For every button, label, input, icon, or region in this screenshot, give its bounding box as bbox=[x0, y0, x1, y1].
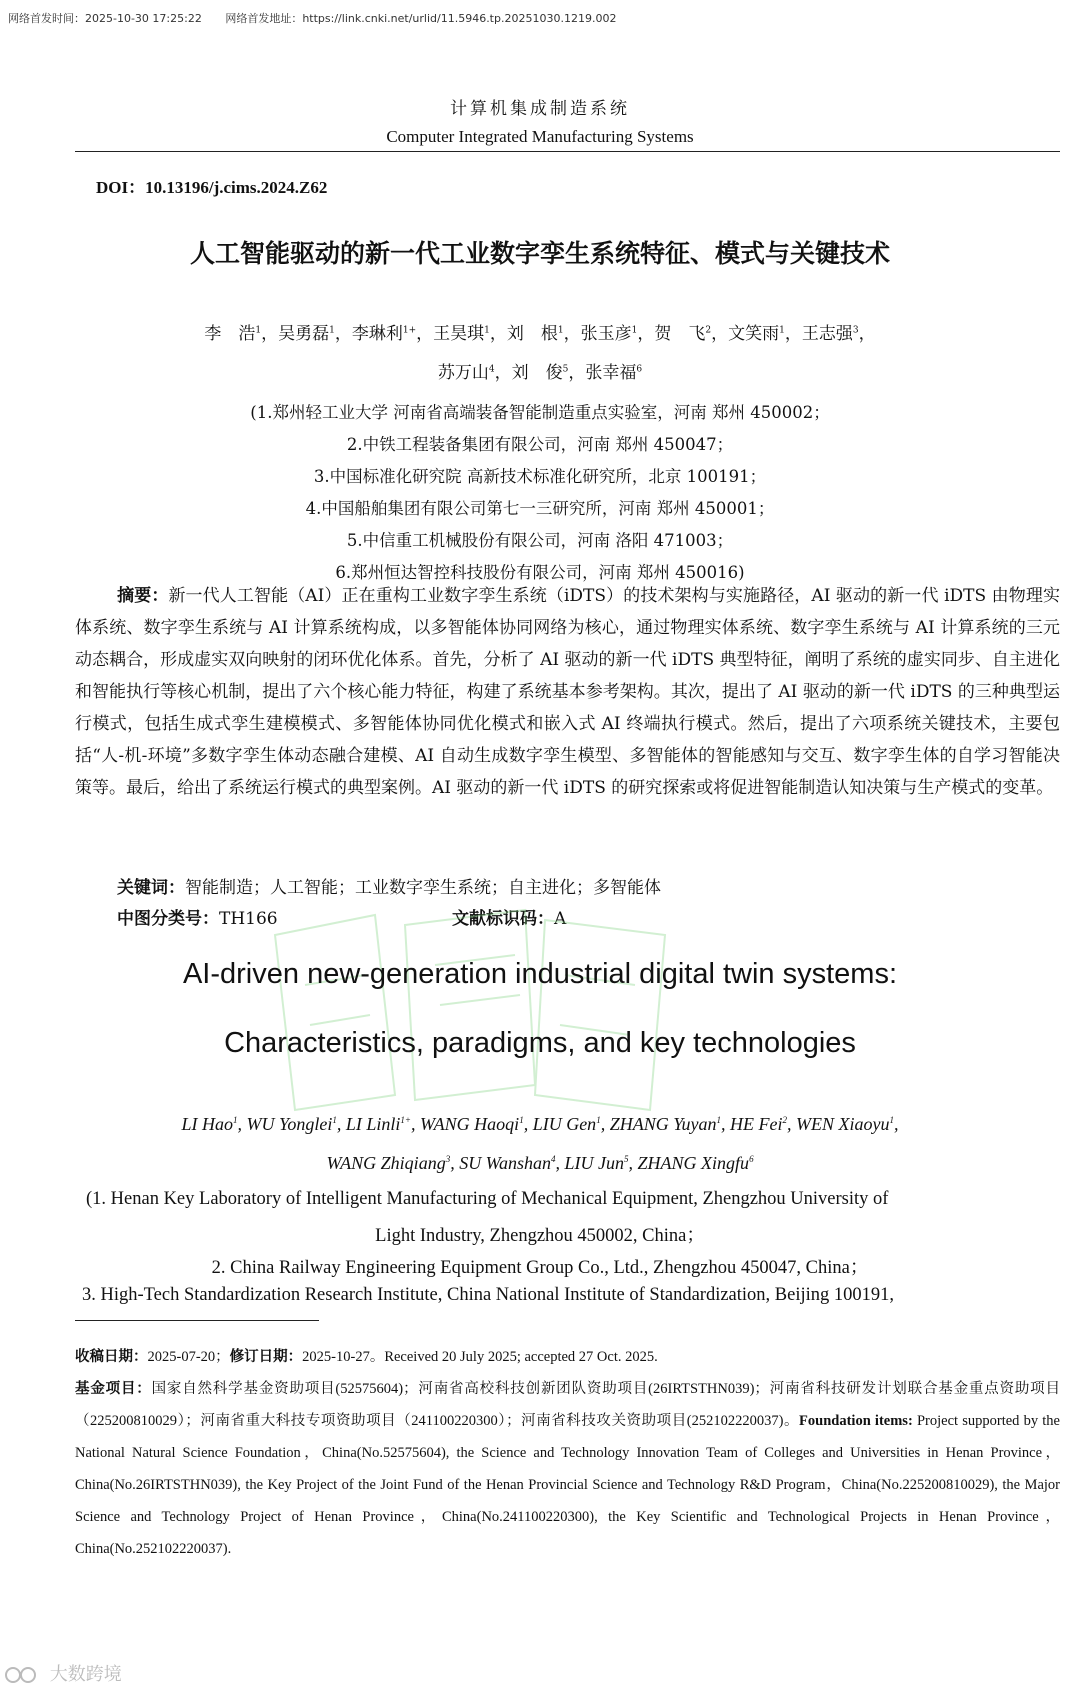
author-cn-affiliation-mark: 2 bbox=[705, 325, 712, 336]
authors-cn-line-1: 李 浩$^1$，吴勇磊$^1$，李琳利$^{1+}$，王昊琪$^1$，刘 根$^1$，张玉彦$^1$，贺 飞$^2$，文笑雨$^1$，王志强$^3$， bbox=[204, 324, 876, 344]
author-en-affiliation-mark: 4 bbox=[551, 1154, 556, 1164]
author-en-name: LIU Jun bbox=[564, 1153, 625, 1173]
affiliation-cn-3: 3.中国标准化研究院 高新技术标准化研究所，北京 100191； bbox=[313, 467, 767, 486]
affiliation-en-3: 3. High-Tech Standardization Research Institute, China National Institute of Standardization, Beijing 100191, bbox=[82, 1285, 895, 1305]
author-en-name: LIU Gen bbox=[532, 1114, 597, 1134]
affiliation-cn-5: 5.中信重工机械股份有限公司，河南 洛阳 471003； bbox=[346, 531, 734, 550]
author-en-name: WANG Haoqi bbox=[419, 1114, 520, 1134]
author-cn-name: 贺 飞 bbox=[654, 324, 706, 344]
author-cn-affiliation-mark: 4 bbox=[488, 364, 495, 375]
author-cn-name: 张玉彦 bbox=[580, 324, 632, 344]
doi: DOI：10.13196/j.cims.2024.Z62 bbox=[96, 178, 328, 197]
paper-title-cn: 人工智能驱动的新一代工业数字孪生系统特征、模式与关键技术 bbox=[189, 239, 890, 268]
author-cn-affiliation-mark: 5 bbox=[562, 364, 569, 375]
author-en-affiliation-mark: 1 bbox=[332, 1115, 337, 1125]
author-en-affiliation-mark: 1 bbox=[889, 1115, 895, 1125]
author-en-affiliation-mark: 1+ bbox=[400, 1115, 411, 1125]
author-en-name: LI Hao bbox=[181, 1114, 233, 1134]
author-en-affiliation-mark: 5 bbox=[624, 1154, 629, 1164]
abstract-cn bbox=[75, 580, 1060, 804]
affiliation-cn-6: 6.郑州恒达智控科技股份有限公司，河南 郑州 450016) bbox=[335, 563, 745, 582]
fund-en: Project supported by the National Natural Science Foundation，China(No.52575604), the Science and Technology Innovation Team of Colleges and Universities in Henan Province，China(No.26IRTSTHN039), the Key Project of the Joint Fund of the Henan Provincial Science and Technology R&D Program，China(No.225200810029), the Major Science and Technology Project of Henan Province，China(No.241100220300), the Key Scientific and Technological Projects in Henan Province，China(No.252102220037). bbox=[75, 1413, 1060, 1557]
cnki-watermark bbox=[232, 895, 705, 1125]
author-cn-affiliation-mark: 6 bbox=[636, 364, 643, 375]
authors-cn-line-2: 苏万山$^4$，刘 俊$^5$，张幸福$^6$ bbox=[437, 363, 643, 383]
author-en-affiliation-mark: 6 bbox=[749, 1154, 754, 1164]
authors-en-line-2: WANG Zhiqiang$^3$, SU Wanshan$^4$, LIU Jun$^5$, ZHANG Xingfu$^6$ bbox=[326, 1153, 754, 1173]
author-en-name: WEN Xiaoyu bbox=[796, 1114, 890, 1134]
fund-cn: 国家自然科学基金资助项目(52575604)；河南省高校科技创新团队资助项目(26IRTSTHN039)；河南省科技研发计划联合基金重点资助项目（225200810029）；河南省重大科技专项资助项目（241100220300）；河南省科技攻关资助项目(252102220037)。 bbox=[75, 1381, 1060, 1429]
author-cn-affiliation-mark: 1 bbox=[329, 325, 335, 336]
header-divider bbox=[75, 151, 1060, 152]
author-cn-name: 吴勇磊 bbox=[278, 324, 330, 344]
received-value: 2025-07-20； bbox=[147, 1349, 230, 1365]
abstract-label: 摘要： bbox=[117, 586, 169, 606]
author-cn-name: 刘 俊 bbox=[511, 363, 563, 383]
author-en-name: ZHANG Yuyan bbox=[609, 1114, 717, 1134]
author-cn-affiliation-mark: 1 bbox=[255, 325, 262, 336]
logo-icon bbox=[4, 1666, 44, 1684]
clc-value: TH166 bbox=[219, 909, 278, 929]
author-cn-affiliation-mark: 1 bbox=[779, 325, 785, 336]
revised-label: 修订日期： bbox=[229, 1349, 303, 1365]
fund-en-label: Foundation items: bbox=[799, 1413, 913, 1429]
paper-title-en-line-1: AI-driven new-generation industrial digital twin systems: bbox=[182, 958, 898, 990]
footnotes bbox=[75, 1341, 1060, 1565]
affiliation-en-2: 2. China Railway Engineering Equipment Group Co., Ltd., Zhengzhou 450047, China； bbox=[211, 1258, 869, 1278]
affiliation-en-1-cont: Light Industry, Zhengzhou 450002, China； bbox=[375, 1226, 705, 1246]
bottom-logo bbox=[4, 1660, 122, 1686]
keywords-text: 智能制造；人工智能；工业数字孪生系统；自主进化；多智能体 bbox=[185, 878, 661, 898]
clc-label: 中图分类号： bbox=[117, 909, 219, 929]
logo-text: 大数跨境 bbox=[49, 1664, 122, 1685]
received-label: 收稿日期： bbox=[75, 1349, 148, 1365]
author-en-affiliation-mark: 1 bbox=[716, 1115, 722, 1125]
online-publish-info bbox=[8, 10, 616, 26]
author-en-name: HE Fei bbox=[730, 1114, 783, 1134]
author-cn-affiliation-mark: 1 bbox=[557, 325, 564, 336]
journal-name-cn: 计算机集成制造系统 bbox=[450, 99, 630, 119]
doc-code-value: A bbox=[554, 909, 567, 929]
author-en-affiliation-mark: 1 bbox=[519, 1115, 524, 1125]
paper-title-en-line-2: Characteristics, paradigms, and key technologies bbox=[224, 1027, 856, 1059]
author-en-affiliation-mark: 2 bbox=[782, 1115, 788, 1125]
author-cn-affiliation-mark: 1+ bbox=[402, 325, 417, 336]
author-en-affiliation-mark: 3 bbox=[445, 1154, 451, 1164]
revised-value: 2025-10-27。Received 20 July 2025; accepted 27 Oct. 2025. bbox=[302, 1349, 658, 1365]
author-en-name: WU Yonglei bbox=[246, 1114, 333, 1134]
affiliation-cn-2: 2.中铁工程装备集团有限公司，河南 郑州 450047； bbox=[346, 435, 734, 454]
author-cn-name: 刘 根 bbox=[506, 324, 558, 344]
author-en-affiliation-mark: 1 bbox=[232, 1115, 238, 1125]
author-cn-name: 张幸福 bbox=[585, 363, 637, 383]
journal-name-en: Computer Integrated Manufacturing Systems bbox=[386, 127, 694, 146]
online-time: 网络首发时间：2025-10-30 17:25:22 bbox=[8, 12, 202, 25]
author-en-name: ZHANG Xingfu bbox=[637, 1153, 750, 1173]
affiliation-cn-4: 4.中国船舶集团有限公司第七一三研究所，河南 郑州 450001； bbox=[305, 499, 775, 518]
author-cn-name: 王志强 bbox=[801, 324, 853, 344]
authors-en-line-1: LI Hao$^1$, WU Yonglei$^1$, LI Linli$^{1+}$, WANG Haoqi$^1$, LIU Gen$^1$, ZHANG Yuyan$^1$, HE Fei$^2$, WEN Xiaoyu$^1$, bbox=[181, 1114, 899, 1134]
author-cn-name: 苏万山 bbox=[437, 363, 489, 383]
author-en-affiliation-mark: 1 bbox=[596, 1115, 601, 1125]
doc-code-label: 文献标识码： bbox=[452, 909, 554, 929]
abstract-text: 新一代人工智能（AI）正在重构工业数字孪生系统（iDTS）的技术架构与实施路径，AI 驱动的新一代 iDTS 由物理实体系统、数字孪生系统与 AI 计算系统构成，以多智能体协同网络为核心，通过物理实体系统、数字孪生系统与 AI 计算系统的三元动态耦合，形成虚实双向映射的闭环优化体系。首先，分析了 AI 驱动的新一代 iDTS 典型特征，阐明了系统的虚实同步、自主进化和智能执行等核心机制，提出了六个核心能力特征，构建了系统基本参考架构。其次，提出了 AI 驱动的新一代 iDTS 的三种典型运行模式，包括生成式孪生建模模式、多智能体协同优化模式和嵌入式 AI 终端执行模式。然后，提出了六项系统关键技术，主要包括“人-机-环境”多数字孪生体动态融合建模、AI 自动生成数字孪生模型、多智能体的智能感知与交互、数字孪生体的自学习智能决策等。最后，给出了系统运行模式的典型案例。AI 驱动的新一代 iDTS 的研究探索或将促进智能制造认知决策与生产模式的变革。 bbox=[75, 586, 1060, 798]
fund-label: 基金项目： bbox=[75, 1381, 152, 1397]
online-url: 网络首发地址：https://link.cnki.net/urlid/11.5946.tp.20251030.1219.002 bbox=[225, 12, 617, 25]
affiliation-en-1: (1. Henan Key Laboratory of Intelligent Manufacturing of Mechanical Equipment, Zhengzhou University of bbox=[86, 1189, 889, 1209]
author-cn-name: 李琳利 bbox=[351, 324, 403, 344]
keywords-label: 关键词： bbox=[117, 878, 185, 898]
author-en-name: WANG Zhiqiang bbox=[326, 1153, 446, 1173]
author-cn-affiliation-mark: 1 bbox=[484, 325, 490, 336]
dates-line bbox=[75, 1341, 1060, 1373]
footnote-divider bbox=[75, 1320, 319, 1321]
author-cn-name: 文笑雨 bbox=[728, 324, 780, 344]
author-cn-affiliation-mark: 1 bbox=[631, 325, 638, 336]
author-cn-name: 王昊琪 bbox=[433, 324, 485, 344]
author-en-name: SU Wanshan bbox=[459, 1153, 552, 1173]
funding bbox=[75, 1373, 1060, 1565]
affiliation-cn-1: (1.郑州轻工业大学 河南省高端装备智能制造重点实验室，河南 郑州 450002； bbox=[250, 403, 830, 422]
author-cn-name: 李 浩 bbox=[204, 324, 256, 344]
author-cn-affiliation-mark: 3 bbox=[852, 325, 859, 336]
author-en-name: LI Linli bbox=[345, 1114, 401, 1134]
